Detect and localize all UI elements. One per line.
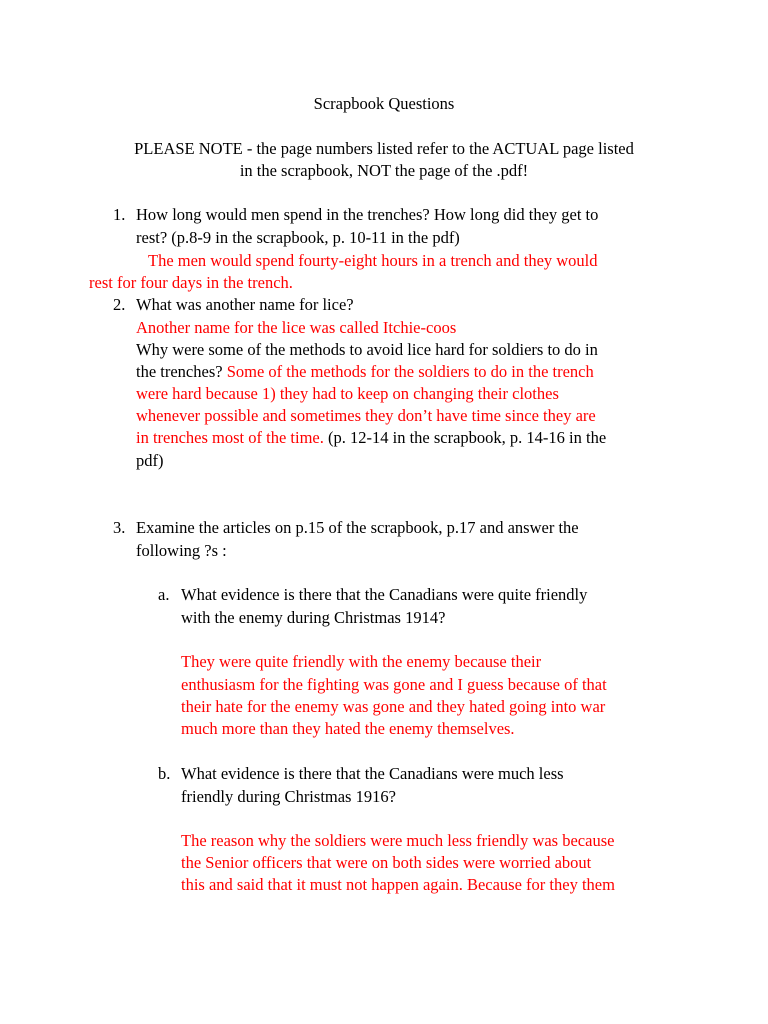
q3b-question-line-1: What evidence is there that the Canadians were much less (181, 764, 564, 783)
q1-number: 1. (113, 205, 126, 224)
note-line-2: in the scrapbook, NOT the page of the .pdf! (239, 161, 529, 180)
q3-number: 3. (113, 518, 126, 537)
q2-followup-line-1: Why were some of the methods to avoid lice hard for soldiers to do in (136, 340, 598, 359)
q3a-question-line-1: What evidence is there that the Canadians were quite friendly (181, 585, 588, 604)
q1-answer-line-1: The men would spend fourty-eight hours in a trench and they would (148, 251, 598, 270)
q2-followup-answer-start: Some of the methods for the soldiers to do in the trench (226, 362, 594, 381)
q2-followup-line-5 (136, 427, 606, 449)
q3b-letter: b. (158, 764, 171, 783)
q3-question-line-2: following ?s : (136, 541, 227, 560)
q2-answer: Another name for the lice was called Itchie-coos (136, 318, 457, 337)
q3a-question-line-2: with the enemy during Christmas 1914? (181, 608, 446, 627)
q3b-answer-line-1: The reason why the soldiers were much less friendly was because (181, 831, 615, 850)
q1-question-line-1: How long would men spend in the trenches? How long did they get to (136, 205, 599, 224)
q3a-answer-line-1: They were quite friendly with the enemy because their (181, 652, 542, 671)
q3-question-line-1: Examine the articles on p.15 of the scrapbook, p.17 and answer the (136, 518, 579, 537)
q3a-answer-line-2: enthusiasm for the fighting was gone and I guess because of that (181, 675, 607, 694)
q1-answer-line-2: rest for four days in the trench. (89, 273, 293, 292)
q3a-answer-line-4: much more than they hated the enemy themselves. (181, 719, 515, 738)
q2-followup-line-2 (136, 361, 594, 383)
q2-question: What was another name for lice? (136, 295, 354, 314)
q3a-answer-line-3: their hate for the enemy was gone and they hated going into war (181, 697, 606, 716)
q2-followup-question-end: the trenches? (136, 362, 223, 381)
q3b-answer-line-3: this and said that it must not happen again. Because for they them (181, 875, 615, 894)
q2-followup-line-4: whenever possible and sometimes they don’t have time since they are (136, 406, 596, 425)
q1-question-line-2: rest? (p.8-9 in the scrapbook, p. 10-11 in the pdf) (136, 228, 460, 247)
q3a-letter: a. (158, 585, 170, 604)
page-title: Scrapbook Questions (313, 94, 455, 113)
q2-number: 2. (113, 295, 126, 314)
q2-followup-line-6: pdf) (136, 451, 164, 470)
note-line-1: PLEASE NOTE - the page numbers listed refer to the ACTUAL page listed (134, 139, 634, 158)
q3b-question-line-2: friendly during Christmas 1916? (181, 787, 396, 806)
q2-followup-page-ref: (p. 12-14 in the scrapbook, p. 14-16 in the (328, 428, 607, 447)
q2-followup-line-3: were hard because 1) they had to keep on changing their clothes (136, 384, 559, 403)
q3b-answer-line-2: the Senior officers that were on both sides were worried about (181, 853, 592, 872)
q2-followup-answer-end: in trenches most of the time. (136, 428, 324, 447)
